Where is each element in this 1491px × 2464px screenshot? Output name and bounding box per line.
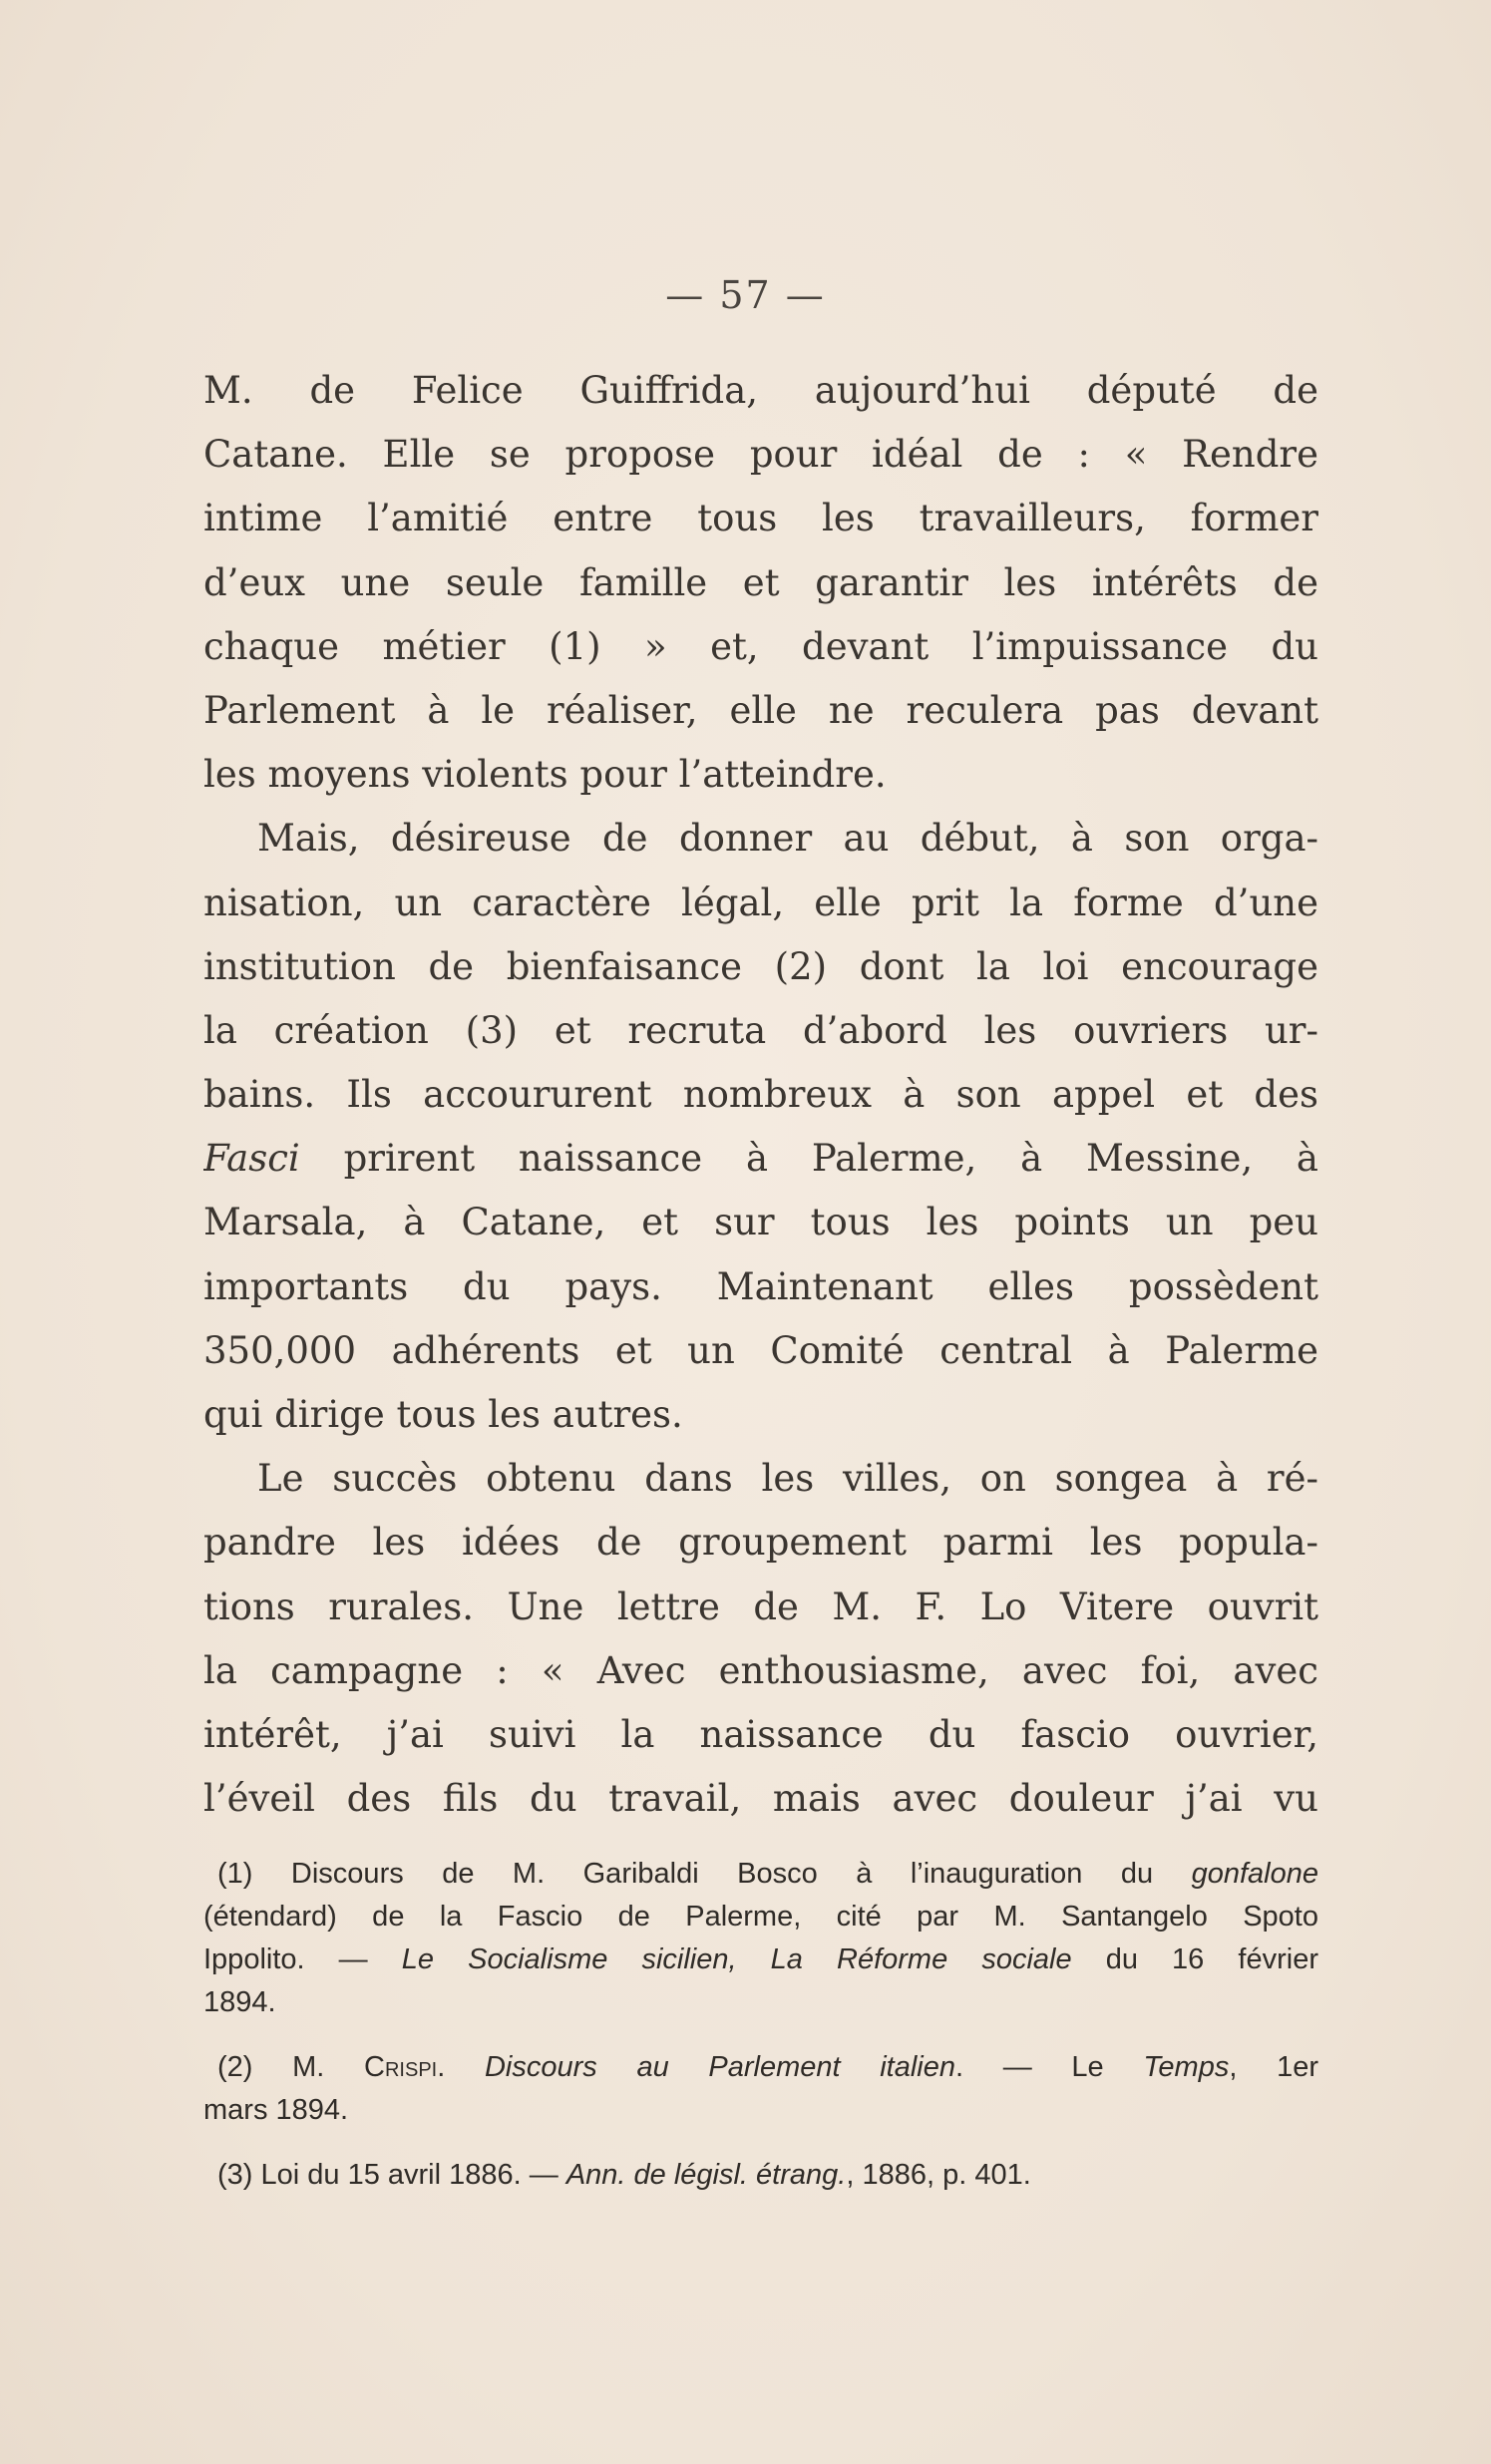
footnote-text: (1) Discours de M. Garibaldi Bosco à l’inauguration du: [217, 1858, 1192, 1890]
page-number: — 57 —: [665, 273, 826, 317]
footnote-italic: Ann. de législ. étrang.: [565, 2159, 847, 2191]
footnote-italic: Discours au Parlement italien: [484, 2051, 956, 2083]
footnote-line: 1894.: [203, 1986, 276, 2018]
line-rest: prirent naissance à Palerme, à Messine, à: [299, 1137, 1318, 1181]
footnote-text: . — Le: [955, 2051, 1144, 2083]
footnote-line: (étendard) de la Fascio de Palerme, cité par M. Santangelo Spoto: [203, 1901, 1318, 1933]
footnote-gap: [203, 2024, 1318, 2046]
footnote-2: [203, 2046, 1318, 2132]
footnote-text: du 16 février: [1071, 1943, 1318, 1975]
text-line: pandre les idées de groupement parmi les popula-: [203, 1521, 1318, 1565]
footnote-text: .: [437, 2051, 485, 2083]
text-line: nisation, un caractère légal, elle prit la forme d’une: [203, 880, 1318, 924]
text-line: institution de bienfaisance (2) dont la loi encourage: [203, 944, 1318, 988]
footnote-text: (3) Loi du 15 avril 1886. —: [217, 2159, 566, 2191]
footnote-italic: gonfalone: [1191, 1858, 1318, 1890]
text-line: Mais, désireuse de donner au début, à son orga-: [257, 817, 1318, 861]
footnote-text: (2) M.: [217, 2051, 365, 2083]
footnote-italic: Le Socialisme sicilien, La Réforme sociale: [401, 1943, 1072, 1975]
footnote-line: mars 1894.: [203, 2094, 349, 2126]
footnote-line: [203, 1938, 1318, 1981]
text-line: intime l’amitié entre tous les travailleurs, former: [203, 497, 1318, 540]
text-line: la campagne : « Avec enthousiasme, avec foi, avec: [203, 1648, 1318, 1692]
footnote-text: , 1886, p. 401.: [846, 2159, 1031, 2191]
text-line: qui dirige tous les autres.: [203, 1393, 683, 1436]
footnote-1: [203, 1853, 1318, 2024]
footnote-gap: [203, 2132, 1318, 2154]
text-line: Catane. Elle se propose pour idéal de : « Rendre: [203, 433, 1318, 477]
text-line: les moyens violents pour l’atteindre.: [203, 753, 887, 797]
text-line: bains. Ils accoururent nombreux à son appel et des: [203, 1073, 1318, 1117]
footnote-text: Ippolito. —: [203, 1943, 402, 1975]
footnote-line: [203, 2154, 1318, 2197]
footnote-3: [203, 2154, 1318, 2197]
text-line: chaque métier (1) » et, devant l’impuissance du: [203, 624, 1318, 668]
body-text: [203, 359, 1318, 1831]
text-line: intérêt, j’ai suivi la naissance du fascio ouvrier,: [203, 1712, 1318, 1756]
text-line: Le succès obtenu dans les villes, on songea à ré-: [257, 1457, 1318, 1501]
footnote-line: [203, 1853, 1318, 1896]
text-line: M. de Felice Guiffrida, aujourd’hui député de: [203, 369, 1318, 412]
footnote-author: Crispi: [364, 2051, 438, 2083]
text-line: d’eux une seule famille et garantir les intérêts de: [203, 560, 1318, 604]
footnote-text: , 1er: [1229, 2051, 1318, 2083]
text-line: l’éveil des fils du travail, mais avec douleur j’ai vu: [203, 1777, 1318, 1821]
text-line: 350,000 adhérents et un Comité central à Palerme: [203, 1328, 1318, 1372]
footnote-line: [203, 2046, 1318, 2089]
text-line: Marsala, à Catane, et sur tous les points un peu: [203, 1201, 1318, 1244]
text-line: tions rurales. Une lettre de M. F. Lo Vitere ouvrit: [203, 1584, 1318, 1628]
text-line: importants du pays. Maintenant elles possèdent: [203, 1264, 1318, 1308]
footnotes: [203, 1853, 1318, 2197]
italic-word: Fasci: [203, 1137, 300, 1181]
text-line: [203, 1127, 1318, 1191]
text-line: la création (3) et recruta d’abord les ouvriers ur-: [203, 1008, 1318, 1052]
text-line: Parlement à le réaliser, elle ne reculera pas devant: [203, 688, 1318, 732]
footnote-italic: Temps: [1143, 2051, 1230, 2083]
